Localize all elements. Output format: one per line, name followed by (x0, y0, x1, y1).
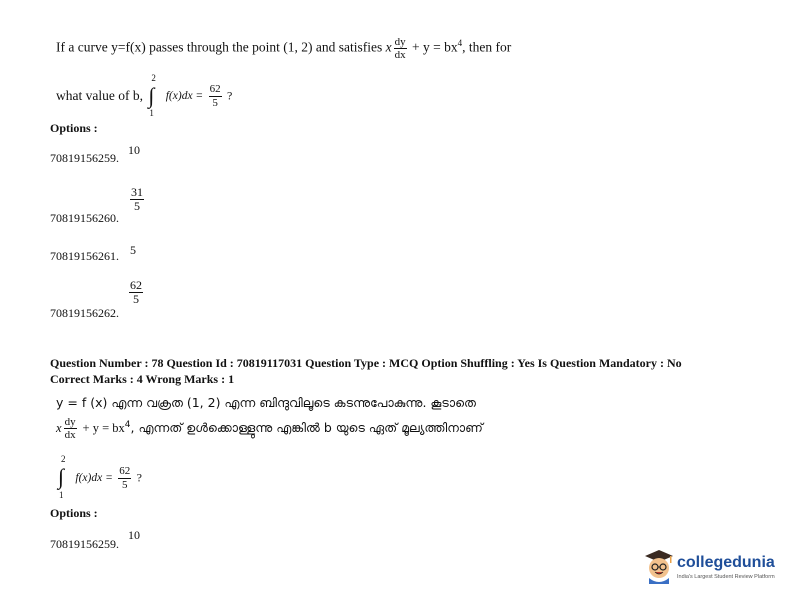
option-2-den: 5 (134, 199, 140, 214)
logo-wordmark: collegedunia (677, 554, 775, 571)
option-4-fraction (127, 279, 145, 306)
question-1-line2-text: what value of b, (56, 88, 143, 103)
integral-sign: 2 ∫ 1 (148, 73, 156, 118)
question-2-suffix: , എന്നത് ഉൾക്കൊള്ളുന്നു എങ്കിൽ b യുടെ ഏത് മൂല്യത്തിനാണ് (130, 420, 483, 436)
option2-1-value: 10 (128, 528, 140, 542)
mascot-icon (643, 548, 675, 584)
option-2-fraction (128, 186, 146, 213)
option-3-id[interactable]: 70819156261. (50, 249, 119, 263)
option-4-id[interactable]: 70819156262. (50, 306, 119, 320)
rhs-den: 5 (212, 96, 218, 109)
option-2-num: 31 (131, 185, 143, 199)
integral2-upper: 2 (61, 454, 66, 464)
question-1-line-2 (56, 73, 233, 118)
question-1-suffix: , then for (462, 39, 512, 55)
question-1-line-1 (56, 36, 511, 61)
option-4-num: 62 (130, 278, 142, 292)
dx2-label: dx (64, 429, 76, 442)
option2-1-id[interactable]: 70819156259. (50, 537, 119, 551)
integral-expression: f(x)dx = (165, 90, 204, 102)
rhs2-num: 62 (119, 465, 131, 478)
dx-label: dx (394, 49, 406, 62)
options-heading: Options : (50, 121, 98, 135)
option-4-den: 5 (133, 292, 139, 307)
logo-tagline: India's Largest Student Review Platform (677, 574, 775, 580)
rhs-num: 62 (209, 83, 221, 96)
rhs-fraction (209, 83, 222, 108)
option-1-id[interactable]: 70819156259. (50, 151, 119, 165)
eq2-exp: 4 (124, 419, 131, 430)
integral-sign-2: 2 ∫ 1 (58, 454, 66, 500)
question-meta-line-1: Question Number : 78 Question Id : 70819117031 Question Type : MCQ Option Shuffling : Yes Is Question Mandatory : No (50, 356, 682, 370)
derivative-fraction (394, 36, 407, 61)
derivative-fraction-2 (64, 416, 77, 441)
option-2-id[interactable]: 70819156260. (50, 211, 119, 225)
question-meta-line-2: Correct Marks : 4 Wrong Marks : 1 (50, 372, 235, 386)
option-1-value: 10 (128, 143, 140, 157)
integral-upper: 2 (151, 73, 156, 83)
options-heading-2: Options : (50, 506, 98, 520)
integral2-expression: f(x)dx = (75, 472, 113, 484)
eq2-x: x (56, 421, 62, 436)
question-1-text: If a curve y=f(x) passes through the point (1, 2) and satisfies (56, 39, 383, 55)
dy-label: dy (394, 36, 406, 48)
collegedunia-logo[interactable] (643, 548, 773, 588)
question-2-integral (56, 456, 142, 500)
question-mark: ? (226, 88, 233, 103)
rhs2-den: 5 (121, 478, 128, 491)
eq2-mid: + y = bx (82, 421, 125, 436)
integral2-lower: 1 (59, 490, 64, 500)
question2-mark: ? (136, 470, 142, 485)
eq-mid: + y = bx (412, 39, 458, 55)
integral-lower: 1 (149, 108, 154, 118)
dy2-label: dy (64, 416, 76, 428)
eq-exp: 4 (457, 38, 463, 49)
question-2-line-2 (56, 416, 483, 441)
question-2-line-1: y = f (x) എന്ന വക്രത (1, 2) എന്ന ബിന്ദുവിലൂടെ കടന്നുപോകുന്നു. കൂടാതെ (56, 395, 476, 410)
eq-x: x (385, 39, 392, 55)
rhs2-fraction (118, 465, 131, 490)
option-3-value: 5 (130, 243, 136, 257)
